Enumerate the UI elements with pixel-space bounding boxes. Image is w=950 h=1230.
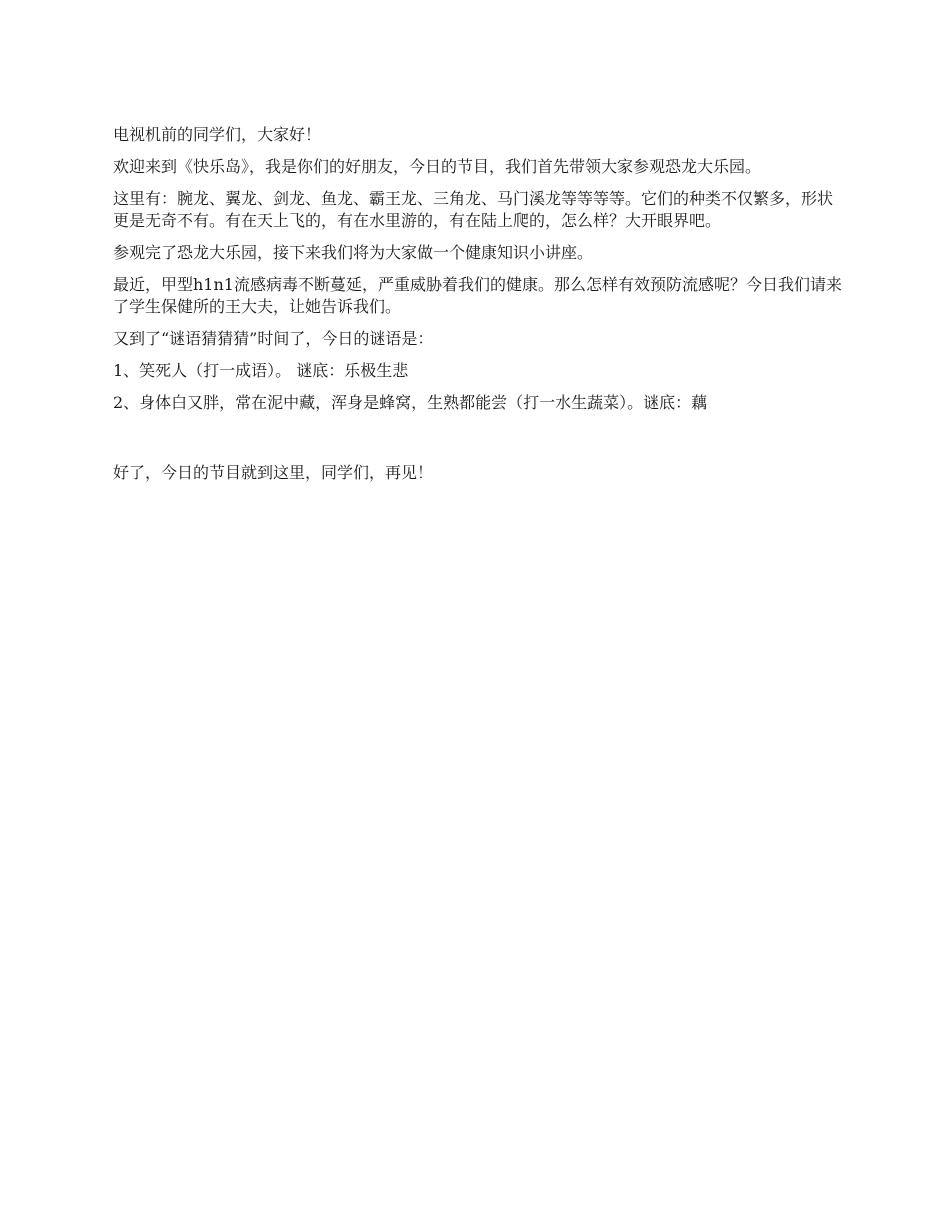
paragraph-health-intro: 参观完了恐龙大乐园，接下来我们将为大家做一个健康知识小讲座。 — [113, 243, 594, 262]
paragraph-flu: 最近，甲型h1n1流感病毒不断蔓延，严重威胁着我们的健康。那么怎样有效预防流感呢？今日我们请来了学生保健所的王大夫，让她告诉我们。 — [113, 275, 842, 316]
paragraph-greeting: 电视机前的同学们，大家好！ — [113, 125, 322, 144]
paragraph-riddle-1: 1、笑死人（打一成语）。 谜底：乐极生悲 — [113, 361, 409, 380]
paragraph-dinosaurs: 这里有：腕龙、翼龙、剑龙、鱼龙、霸王龙、三角龙、马门溪龙等等等等。它们的种类不仅繁多，形状更是无奇不有。有在天上飞的，有在水里游的，有在陆上爬的，怎么样？大开眼界吧。 — [113, 189, 834, 230]
document-body — [113, 124, 843, 494]
paragraph-welcome: 欢迎来到《快乐岛》，我是你们的好朋友，今日的节目，我们首先带领大家参观恐龙大乐园。 — [113, 157, 762, 176]
paragraph-farewell: 好了，今日的节目就到这里，同学们，再见！ — [113, 463, 434, 482]
paragraph-riddle-2: 2、身体白又胖，常在泥中藏，浑身是蜂窝，生熟都能尝（打一水生蔬菜）。谜底：藕 — [113, 393, 708, 412]
paragraph-riddle-intro: 又到了“谜语猜猜猜”时间了，今日的谜语是： — [113, 329, 434, 348]
